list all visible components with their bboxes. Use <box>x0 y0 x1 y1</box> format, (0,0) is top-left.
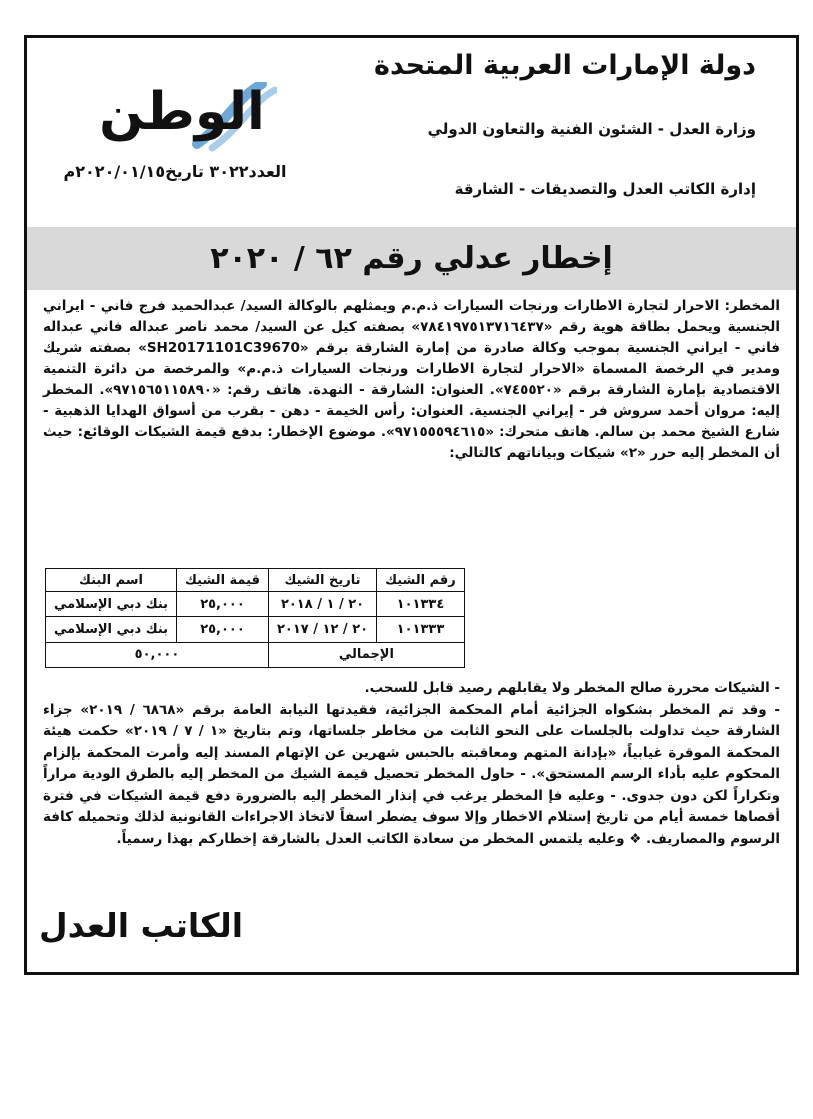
col-check-value: قيمة الشيك <box>177 569 269 592</box>
title-band <box>27 227 796 290</box>
col-check-number: رقم الشيك <box>377 569 465 592</box>
table-row <box>46 592 465 617</box>
closing-paragraph: - وقد تم المخطر بشكواه الجزائية أمام المحكمة الجزائية، فقيدتها النيابة العامة برقم «٦٨٦٨ / ٢٠١٩» جزاء الشارقة حيث تداولت بالجلسات على النحو الثابت من مخاطر جلساتها، وتم بتاريخ «١ / ٧ / ٢٠١٩» حكمت هيئة المحكمة الموقرة غيابياً، «بإدانة المتهم ومعاقبته بالحبس شهرين عن الإتهام المسند إليه وأمرت المحكمة بإلزام المحكوم عليه بأداء الرسم المستحق». - حاول المخطر تحصيل قيمة الشيك من المخطر إليه بالطرق الودية مراراً وتكراراً لكن دون جدوى. - وعليه فإ المخطر يرغب في إنذار المخطر إليه بالضرورة دفع قيمة الشيكات في فترة أقصاها خمسة أيام من تاريخ إستلام الاخطار وإلا سوف يضطر اسفاً لاتخاذ الاجراءات القانونية لذلك وتحميله كافة الرسوم والمصاريف. ❖ وعليه يلتمس المخطر من سعادة الكاتب العدل بالشارقة إخطاركم بهذا رسمياً. <box>43 701 780 847</box>
closing-paragraph: - الشيكات محررة صالح المخطر ولا يقابلهم رصيد قابل للسحب. <box>364 680 780 696</box>
newspaper-name: الوطن <box>99 82 265 142</box>
newspaper-logo <box>87 82 277 152</box>
ministry-heading: وزارة العدل - الشئون الفنية والتعاون الدولي <box>427 120 756 138</box>
notice-title: إخطار عدلي رقم ٦٢ / ٢٠٢٠ <box>210 241 613 276</box>
check-date: ٢٠ / ١ / ٢٠١٨ <box>268 592 376 617</box>
check-number: ١٠١٣٣٤ <box>377 592 465 617</box>
notice-frame <box>24 35 799 975</box>
issue-line: العدد٣٠٢٢ تاريخ٢٠٢٠/٠١/١٥م <box>63 162 287 181</box>
table-row <box>46 617 465 642</box>
total-label: الإجمالي <box>268 642 464 667</box>
col-check-date: تاريخ الشيك <box>268 569 376 592</box>
body-paragraph: المخطر: الاحرار لتجارة الاطارات ورنجات السيارات ذ.م.م ويمثلهم بالوكالة السيد/ عبدالحميد فرج فاني - ايراني الجنسية ويحمل بطاقة هوية رقم «٧٨٤١٩٧٥١٣٧١٦٤٣٧» بصفته كيل عن السيد/ محمد ناصر عبداله فاني عبداله فاني - ايراني الجنسية بموجب وكالة صادرة من إمارة الشارقة برقم «SH20171101C39670» بصفته شريك ومدير في الرخصة المسماة «الاحرار لتجارة الاطارات ورنجات السيارات ذ.م.م» والمرخصة من دائرة التنمية الاقتصادية بإمارة الشارقة برقم «٧٤٥٥٢٠». العنوان: الشارقة - النهدة. هاتف رقم: «٩٧١٥٦٥١١٥٨٩٠». المخطر إليه: مروان أحمد سروش فر - إيراني الجنسية. العنوان: رأس الخيمة - دهن - بقرب من أسواق الهدايا الذهبية - شارع الشيخ محمد بن سالم. هاتف متحرك: «٩٧١٥٥٥٩٤٦١٥». موضوع الإخطار: بدفع قيمة الشيكات الوقائع: حيث أن المخطر إليه حرر «٢» شيكات وبياناتهم كالتالي: <box>43 298 781 461</box>
signature: الكاتب العدل <box>39 906 244 945</box>
checks-table <box>45 568 465 668</box>
check-value: ٢٥,٠٠٠ <box>177 592 269 617</box>
table-header-row <box>46 569 465 592</box>
notice-body <box>43 296 780 464</box>
bank-name: بنك دبي الإسلامي <box>46 592 177 617</box>
notice-closing <box>43 678 780 850</box>
country-heading: دولة الإمارات العربية المتحدة <box>374 50 756 81</box>
check-number: ١٠١٣٣٣ <box>377 617 465 642</box>
check-value: ٢٥,٠٠٠ <box>177 617 269 642</box>
table-total-row <box>46 642 465 667</box>
total-value: ٥٠,٠٠٠ <box>46 642 269 667</box>
bank-name: بنك دبي الإسلامي <box>46 617 177 642</box>
check-date: ٢٠ / ١٢ / ٢٠١٧ <box>268 617 376 642</box>
col-bank-name: اسم البنك <box>46 569 177 592</box>
department-heading: إدارة الكاتب العدل والتصديقات - الشارقة <box>454 180 756 198</box>
